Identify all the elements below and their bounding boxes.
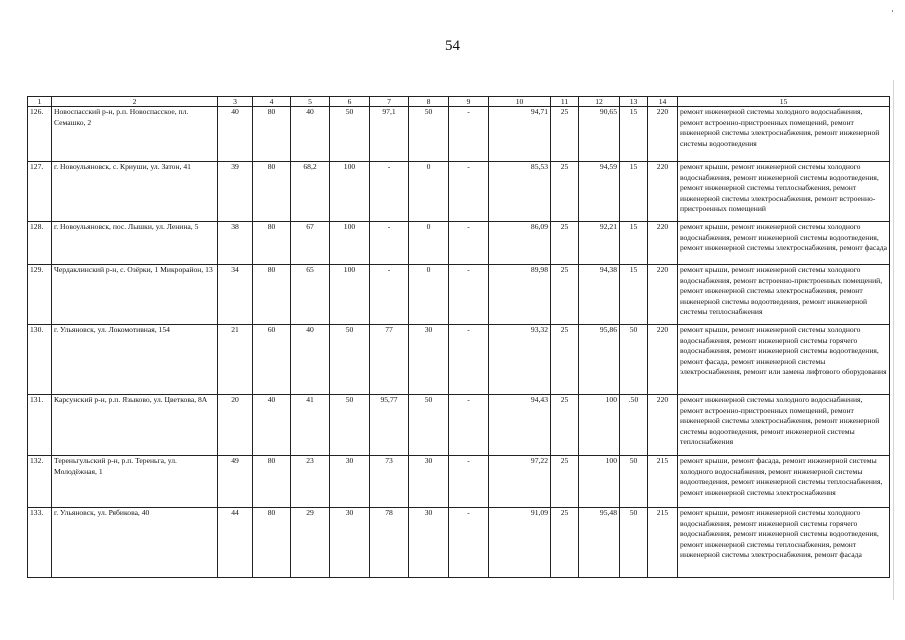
row-number: 130. <box>28 325 52 395</box>
table-cell: 0 <box>409 162 449 222</box>
table-cell: 23 <box>291 456 330 508</box>
table-cell: 220 <box>648 162 678 222</box>
table-cell: - <box>370 162 409 222</box>
table-cell: - <box>449 222 489 265</box>
table-cell: 68,2 <box>291 162 330 222</box>
table-row <box>28 265 890 325</box>
table-cell: 29 <box>291 508 330 578</box>
table-cell: 220 <box>648 395 678 456</box>
table-cell: 100 <box>330 162 370 222</box>
table-cell: 41 <box>291 395 330 456</box>
table-cell: 97,22 <box>489 456 551 508</box>
table-cell: 15 <box>620 222 648 265</box>
table-cell: - <box>449 456 489 508</box>
table-cell: 97,1 <box>370 107 409 162</box>
table-cell: 20 <box>218 395 253 456</box>
table-cell: 40 <box>291 107 330 162</box>
table-cell: 50 <box>330 107 370 162</box>
table-cell: 215 <box>648 456 678 508</box>
table-cell: - <box>449 265 489 325</box>
row-number: 128. <box>28 222 52 265</box>
table-cell: 80 <box>253 222 291 265</box>
table-cell: - <box>449 395 489 456</box>
table-cell: 95,48 <box>579 508 620 578</box>
data-table <box>27 96 890 578</box>
address-cell: Карсунский р-н, р.п. Языково, ул. Цветкова, 8А <box>52 395 218 456</box>
table-cell: 40 <box>253 395 291 456</box>
address-cell: Чердаклинский р-н, с. Озёрки, 1 Микрорайон, 13 <box>52 265 218 325</box>
scan-mark <box>893 80 894 600</box>
table-cell: 220 <box>648 222 678 265</box>
table-cell: 220 <box>648 325 678 395</box>
page-number: 54 <box>445 38 460 54</box>
table-cell: 50 <box>620 508 648 578</box>
table-cell: 80 <box>253 456 291 508</box>
table-row <box>28 508 890 578</box>
table-cell: 86,09 <box>489 222 551 265</box>
table-cell: 25 <box>551 395 579 456</box>
table-cell: 50 <box>620 456 648 508</box>
table-cell: 30 <box>409 508 449 578</box>
table-cell: 25 <box>551 265 579 325</box>
table-cell: 44 <box>218 508 253 578</box>
table-cell: 30 <box>409 325 449 395</box>
table-cell: 67 <box>291 222 330 265</box>
table-cell: 49 <box>218 456 253 508</box>
table-cell: 91,09 <box>489 508 551 578</box>
table-cell: 30 <box>409 456 449 508</box>
table-cell: 215 <box>648 508 678 578</box>
row-number: 129. <box>28 265 52 325</box>
table-cell: 92,21 <box>579 222 620 265</box>
work-description-cell: ремонт крыши, ремонт инженерной системы холодного водоснабжения, ремонт встроенно-пристроенных помещений, ремонт инженерной системы электроснабжения, ремонт инженерной системы водоотведения, ремонт инженерной системы теплоснабжения <box>678 265 890 325</box>
column-header: 14 <box>648 97 678 107</box>
column-header: 4 <box>253 97 291 107</box>
table-cell: - <box>449 107 489 162</box>
table-cell: 94,71 <box>489 107 551 162</box>
table-cell: 50 <box>409 107 449 162</box>
address-cell: Тереньгульский р-н, р.п. Тереньга, ул. Молодёжная, 1 <box>52 456 218 508</box>
work-description-cell: ремонт крыши, ремонт инженерной системы холодного водоснабжения, ремонт инженерной системы водоотведения, ремонт инженерной системы теплоснабжения, ремонт инженерной системы электроснабжения, ремонт встроенно-пристроенных помещений <box>678 162 890 222</box>
address-cell: г. Ульяновск, ул. Рябикова, 40 <box>52 508 218 578</box>
table-row <box>28 325 890 395</box>
row-number: 126. <box>28 107 52 162</box>
row-number: 132. <box>28 456 52 508</box>
table-cell: 78 <box>370 508 409 578</box>
table-cell: 25 <box>551 162 579 222</box>
table-cell: - <box>449 325 489 395</box>
table-cell: 0 <box>409 222 449 265</box>
column-header: 2 <box>52 97 218 107</box>
table-cell: 80 <box>253 162 291 222</box>
table-cell: 77 <box>370 325 409 395</box>
table-cell: 100 <box>579 395 620 456</box>
table-cell: 15 <box>620 107 648 162</box>
column-header: 5 <box>291 97 330 107</box>
address-cell: Новоспасский р-н, р.п. Новоспасское, пл. Семашко, 2 <box>52 107 218 162</box>
table-cell: - <box>449 508 489 578</box>
work-description-cell: ремонт крыши, ремонт инженерной системы холодного водоснабжения, ремонт инженерной системы горячего водоснабжения, ремонт инженерной системы водоотведения, ремонт инженерной системы теплоснабжения, ремонт инженерной системы электроснабжения, ремонт фасада <box>678 508 890 578</box>
table-cell: 94,59 <box>579 162 620 222</box>
table-cell: 73 <box>370 456 409 508</box>
table-cell: 80 <box>253 107 291 162</box>
table-cell: 40 <box>218 107 253 162</box>
table-cell: 25 <box>551 508 579 578</box>
table-cell: 30 <box>330 456 370 508</box>
table-cell: 50 <box>409 395 449 456</box>
work-description-cell: ремонт крыши, ремонт инженерной системы холодного водоснабжения, ремонт инженерной системы водоотведения, ремонт инженерной системы электроснабжения, ремонт фасада <box>678 222 890 265</box>
table-cell: 95,77 <box>370 395 409 456</box>
work-description-cell: ремонт крыши, ремонт инженерной системы холодного водоснабжения, ремонт инженерной системы горячего водоснабжения, ремонт инженерной системы водоотведения, ремонт фасада, ремонт инженерной системы электроснабжения, ремонт или замена лифтового оборудования <box>678 325 890 395</box>
table-cell: 94,38 <box>579 265 620 325</box>
table-cell: .50 <box>620 395 648 456</box>
table-cell: 100 <box>330 265 370 325</box>
table-cell: - <box>370 265 409 325</box>
table-cell: - <box>370 222 409 265</box>
table-cell: 95,86 <box>579 325 620 395</box>
table-cell: 39 <box>218 162 253 222</box>
table-cell: 0 <box>409 265 449 325</box>
table-cell: 80 <box>253 508 291 578</box>
row-number: 127. <box>28 162 52 222</box>
table-cell: 220 <box>648 265 678 325</box>
table-cell: 25 <box>551 456 579 508</box>
table-cell: 21 <box>218 325 253 395</box>
table-cell: 34 <box>218 265 253 325</box>
table-cell: 38 <box>218 222 253 265</box>
column-header: 6 <box>330 97 370 107</box>
column-header: 15 <box>678 97 890 107</box>
table-row <box>28 456 890 508</box>
table-cell: 100 <box>330 222 370 265</box>
table-cell: 25 <box>551 325 579 395</box>
column-header: 10 <box>489 97 551 107</box>
table-cell: 60 <box>253 325 291 395</box>
table-row <box>28 162 890 222</box>
table-cell: 65 <box>291 265 330 325</box>
column-header: 8 <box>409 97 449 107</box>
header-row <box>28 97 890 107</box>
table-cell: 30 <box>330 508 370 578</box>
work-description-cell: ремонт инженерной системы холодного водоснабжения, ремонт встроенно-пристроенных помещений, ремонт инженерной системы электроснабжения, ремонт инженерной системы водоотведения, ремонт инженерной системы теплоснабжения <box>678 395 890 456</box>
table-row <box>28 107 890 162</box>
table-cell: 40 <box>291 325 330 395</box>
column-header: 3 <box>218 97 253 107</box>
work-description-cell: ремонт инженерной системы холодного водоснабжения, ремонт встроенно-пристроенных помещений, ремонт инженерной системы электроснабжения, ремонт инженерной системы водоотведения <box>678 107 890 162</box>
scan-mark <box>892 10 893 12</box>
column-header: 1 <box>28 97 52 107</box>
column-header: 7 <box>370 97 409 107</box>
table-cell: 15 <box>620 265 648 325</box>
column-header: 13 <box>620 97 648 107</box>
table-cell: 50 <box>620 325 648 395</box>
table-cell: 50 <box>330 325 370 395</box>
work-description-cell: ремонт крыши, ремонт фасада, ремонт инженерной системы холодного водоснабжения, ремонт инженерной системы водоотведения, ремонт инженерной системы теплоснабжения, ремонт инженерной системы электроснабжения <box>678 456 890 508</box>
address-cell: г. Ульяновск, ул. Локомотивная, 154 <box>52 325 218 395</box>
table-cell: 80 <box>253 265 291 325</box>
table-cell: 25 <box>551 107 579 162</box>
column-header: 12 <box>579 97 620 107</box>
table-cell: 50 <box>330 395 370 456</box>
table-cell: 85,53 <box>489 162 551 222</box>
address-cell: г. Новоульяновск, пос. Лышки, ул. Ленина, 5 <box>52 222 218 265</box>
column-header: 9 <box>449 97 489 107</box>
row-number: 131. <box>28 395 52 456</box>
table-cell: 25 <box>551 222 579 265</box>
table-row <box>28 395 890 456</box>
column-header: 11 <box>551 97 579 107</box>
table-cell: - <box>449 162 489 222</box>
table-cell: 94,43 <box>489 395 551 456</box>
table-row <box>28 222 890 265</box>
table-cell: 89,98 <box>489 265 551 325</box>
table-cell: 220 <box>648 107 678 162</box>
address-cell: г. Новоульяновск, с. Криуши, ул. Затон, 41 <box>52 162 218 222</box>
table-cell: 90,65 <box>579 107 620 162</box>
table-cell: 100 <box>579 456 620 508</box>
table-cell: 93,32 <box>489 325 551 395</box>
row-number: 133. <box>28 508 52 578</box>
table-cell: 15 <box>620 162 648 222</box>
